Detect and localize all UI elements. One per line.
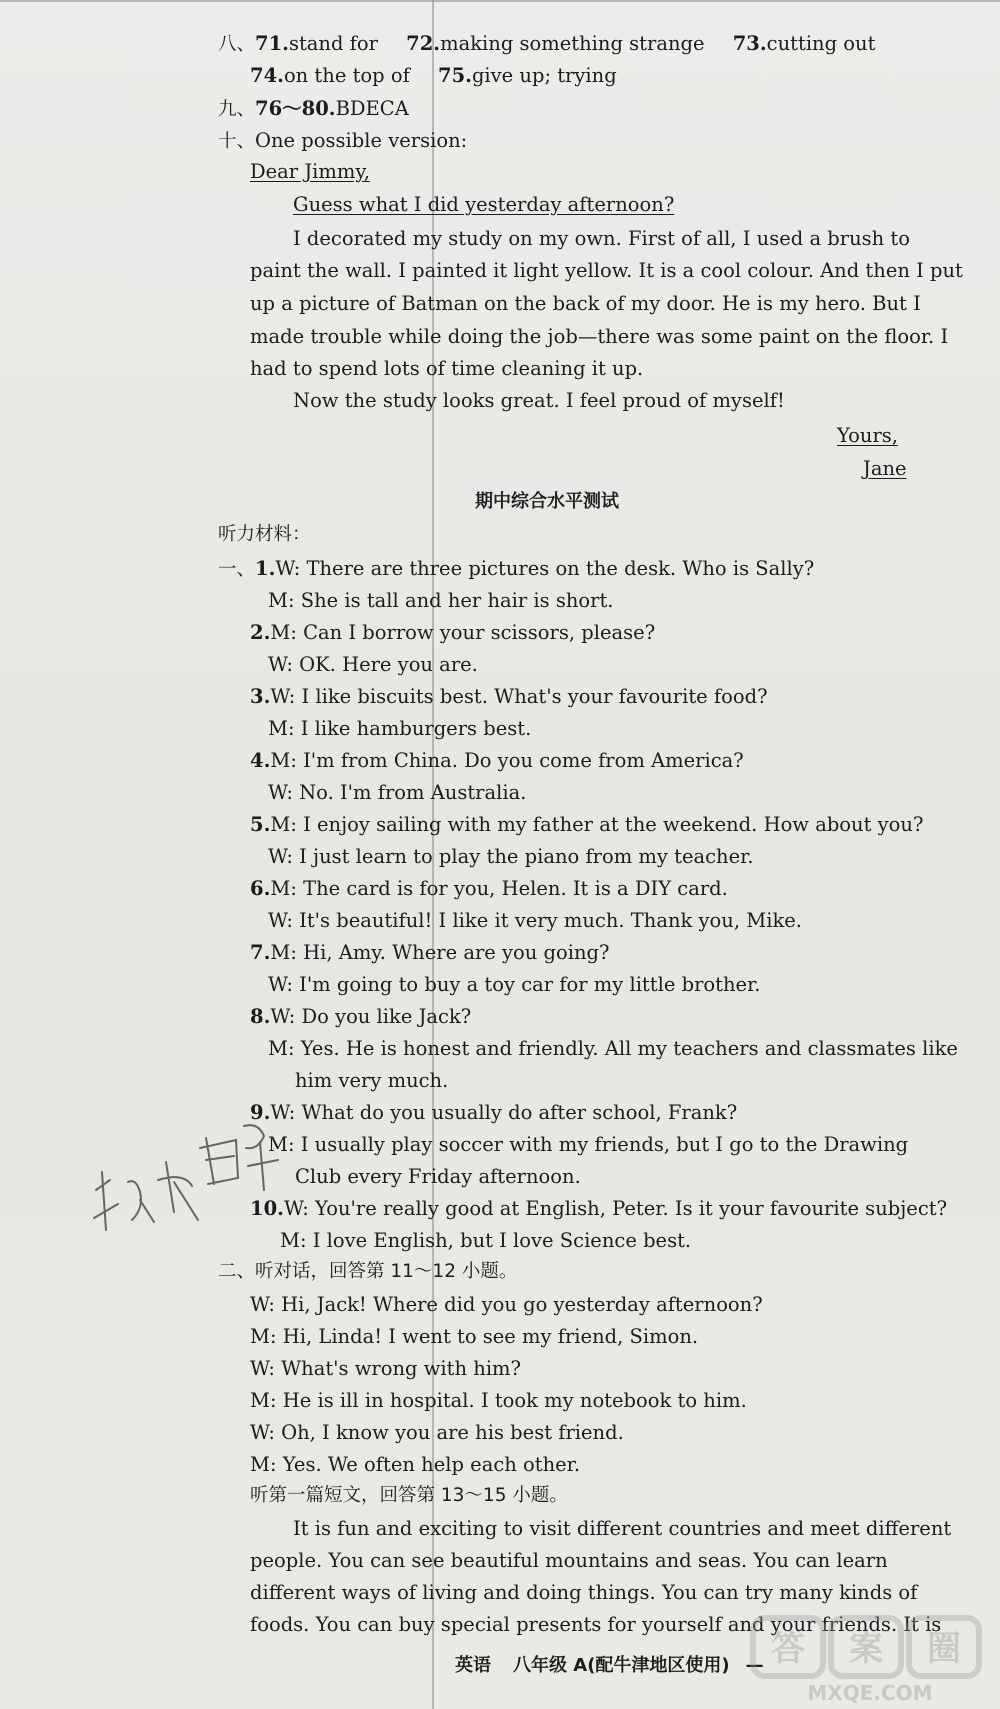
dialogue-text: M: The card is for you, Helen. It is a DIY card. bbox=[270, 877, 728, 900]
conversation-line: M: He is ill in hospital. I took my notebook to him. bbox=[250, 1389, 747, 1412]
dialogue-text: W: I like biscuits best. What's your favourite food? bbox=[270, 685, 768, 708]
answer-text: stand for bbox=[288, 32, 378, 55]
letter-salutation: Dear Jimmy, bbox=[250, 160, 370, 183]
top-edge bbox=[0, 0, 1000, 2]
dialogue-text: W: You're really good at English, Peter. Is it your favourite subject? bbox=[283, 1197, 948, 1220]
dialogue-text: W: Do you like Jack? bbox=[270, 1005, 472, 1028]
dialogue-line bbox=[250, 815, 923, 835]
letter-subject: Guess what I did yesterday afternoon? bbox=[293, 193, 675, 216]
page-section-title: 期中综合水平测试 bbox=[475, 491, 619, 512]
dialogue-num: 2. bbox=[250, 621, 271, 644]
section-10-heading bbox=[218, 131, 467, 152]
footer-grade: 八年级 A(配牛津地区使用) bbox=[513, 1655, 730, 1676]
dialogue-line: M: Yes. He is honest and friendly. All my teachers and classmates like bbox=[268, 1037, 958, 1060]
dialogue-line bbox=[250, 943, 610, 963]
passage-heading: 听第一篇短文，回答第 13～15 小题。 bbox=[250, 1485, 568, 1506]
letter-paragraph-line: had to spend lots of time cleaning it up. bbox=[250, 357, 644, 380]
dialogue-line bbox=[250, 879, 728, 899]
dialogue-line: him very much. bbox=[295, 1069, 449, 1092]
passage-line: people. You can see beautiful mountains and seas. You can learn bbox=[250, 1549, 888, 1572]
svg-text:圈: 圈 bbox=[927, 1629, 961, 1669]
answer-text: cutting out bbox=[766, 32, 876, 55]
dialogue-line: M: I love English, but I love Science best. bbox=[280, 1229, 692, 1252]
dialogue-line: W: OK. Here you are. bbox=[268, 653, 478, 676]
letter-paragraph-line: I decorated my study on my own. First of all, I used a brush to bbox=[293, 227, 910, 250]
dialogue-num: 5. bbox=[250, 813, 271, 836]
page-footer bbox=[455, 1657, 764, 1675]
answer-num: 74. bbox=[250, 64, 284, 87]
dialogue-num: 7. bbox=[250, 941, 271, 964]
answer-line-76-80 bbox=[218, 99, 409, 120]
answer-text: BDECA bbox=[335, 97, 409, 120]
dialogue-line: W: No. I'm from Australia. bbox=[268, 781, 527, 804]
section-9-label: 九、 bbox=[218, 99, 256, 120]
conversation-line: M: Yes. We often help each other. bbox=[250, 1453, 581, 1476]
dialogue-line bbox=[250, 687, 768, 707]
watermark-logo bbox=[745, 1612, 995, 1707]
dialogue-text: M: Can I borrow your scissors, please? bbox=[270, 621, 656, 644]
footer-dash: — bbox=[745, 1655, 764, 1676]
dialogue-num: 3. bbox=[250, 685, 271, 708]
answer-line-71-73 bbox=[218, 34, 875, 55]
letter-paragraph-line: up a picture of Batman on the back of my door. He is my hero. But I bbox=[250, 292, 921, 315]
answer-text: making something strange bbox=[440, 32, 705, 55]
listening-label: 听力材料： bbox=[218, 524, 311, 545]
section-10-text: One possible version: bbox=[255, 129, 468, 152]
dialogue-line: Club every Friday afternoon. bbox=[295, 1165, 581, 1188]
answer-num: 76～80. bbox=[255, 97, 336, 120]
dialogue-text: W: What do you usually do after school, Frank? bbox=[270, 1101, 738, 1124]
letter-paragraph-line: made trouble while doing the job—there was some paint on the floor. I bbox=[250, 325, 949, 348]
answer-num: 75. bbox=[438, 64, 472, 87]
answer-line-74-75 bbox=[250, 66, 617, 86]
dialogue-text: W: There are three pictures on the desk. Who is Sally? bbox=[275, 557, 815, 580]
answer-text: on the top of bbox=[283, 64, 410, 87]
part-2-heading: 二、听对话，回答第 11～12 小题。 bbox=[218, 1261, 518, 1282]
conversation-line: W: What's wrong with him? bbox=[250, 1357, 522, 1380]
pencil-handwriting bbox=[88, 1120, 338, 1250]
conversation-line: M: Hi, Linda! I went to see my friend, Simon. bbox=[250, 1325, 699, 1348]
conversation-line: W: Oh, I know you are his best friend. bbox=[250, 1421, 624, 1444]
svg-text:答: 答 bbox=[771, 1629, 805, 1669]
letter-signature: Jane bbox=[863, 457, 907, 480]
dialogue-num: 10. bbox=[250, 1197, 284, 1220]
dialogue-num: 1. bbox=[255, 557, 276, 580]
dialogue-line: W: I just learn to play the piano from my teacher. bbox=[268, 845, 754, 868]
svg-text:案: 案 bbox=[849, 1629, 883, 1669]
answer-num: 71. bbox=[255, 32, 289, 55]
passage-line: It is fun and exciting to visit different countries and meet different bbox=[293, 1517, 952, 1540]
part-1-label: 一、 bbox=[218, 559, 256, 580]
dialogue-text: M: I'm from China. Do you come from America? bbox=[270, 749, 744, 772]
letter-paragraph-line: Now the study looks great. I feel proud of myself! bbox=[293, 389, 785, 412]
dialogue-line bbox=[250, 751, 744, 771]
dialogue-text: M: Hi, Amy. Where are you going? bbox=[270, 941, 610, 964]
answer-num: 73. bbox=[732, 32, 767, 55]
dialogue-line bbox=[250, 1199, 947, 1219]
dialogue-text: M: I enjoy sailing with my father at the weekend. How about you? bbox=[270, 813, 924, 836]
dialogue-num: 8. bbox=[250, 1005, 271, 1028]
footer-subject: 英语 bbox=[455, 1655, 491, 1676]
answer-text: give up; trying bbox=[471, 64, 617, 87]
dialogue-line: W: It's beautiful! I like it very much. Thank you, Mike. bbox=[268, 909, 803, 932]
passage-line: foods. You can buy special presents for yourself and your friends. It is bbox=[250, 1613, 942, 1636]
dialogue-num: 9. bbox=[250, 1101, 271, 1124]
dialogue-num: 6. bbox=[250, 877, 271, 900]
dialogue-line: M: I like hamburgers best. bbox=[268, 717, 532, 740]
dialogue-line bbox=[218, 559, 814, 580]
dialogue-line bbox=[250, 623, 655, 643]
dialogue-num: 4. bbox=[250, 749, 271, 772]
dialogue-line: W: I'm going to buy a toy car for my little brother. bbox=[268, 973, 761, 996]
conversation-line: W: Hi, Jack! Where did you go yesterday afternoon? bbox=[250, 1293, 763, 1316]
dialogue-line: M: I usually play soccer with my friends, but I go to the Drawing bbox=[268, 1133, 909, 1156]
passage-line: different ways of living and doing things. You can try many kinds of bbox=[250, 1581, 918, 1604]
letter-closing: Yours, bbox=[837, 424, 899, 447]
letter-paragraph-line: paint the wall. I painted it light yellow. It is a cool colour. And then I put bbox=[250, 259, 963, 282]
answer-num: 72. bbox=[406, 32, 441, 55]
svg-text:MXQE.COM: MXQE.COM bbox=[807, 1681, 933, 1705]
dialogue-line: M: She is tall and her hair is short. bbox=[268, 589, 614, 612]
section-10-label: 十、 bbox=[218, 131, 256, 152]
section-8-label: 八、 bbox=[218, 34, 256, 55]
dialogue-line bbox=[250, 1007, 471, 1027]
